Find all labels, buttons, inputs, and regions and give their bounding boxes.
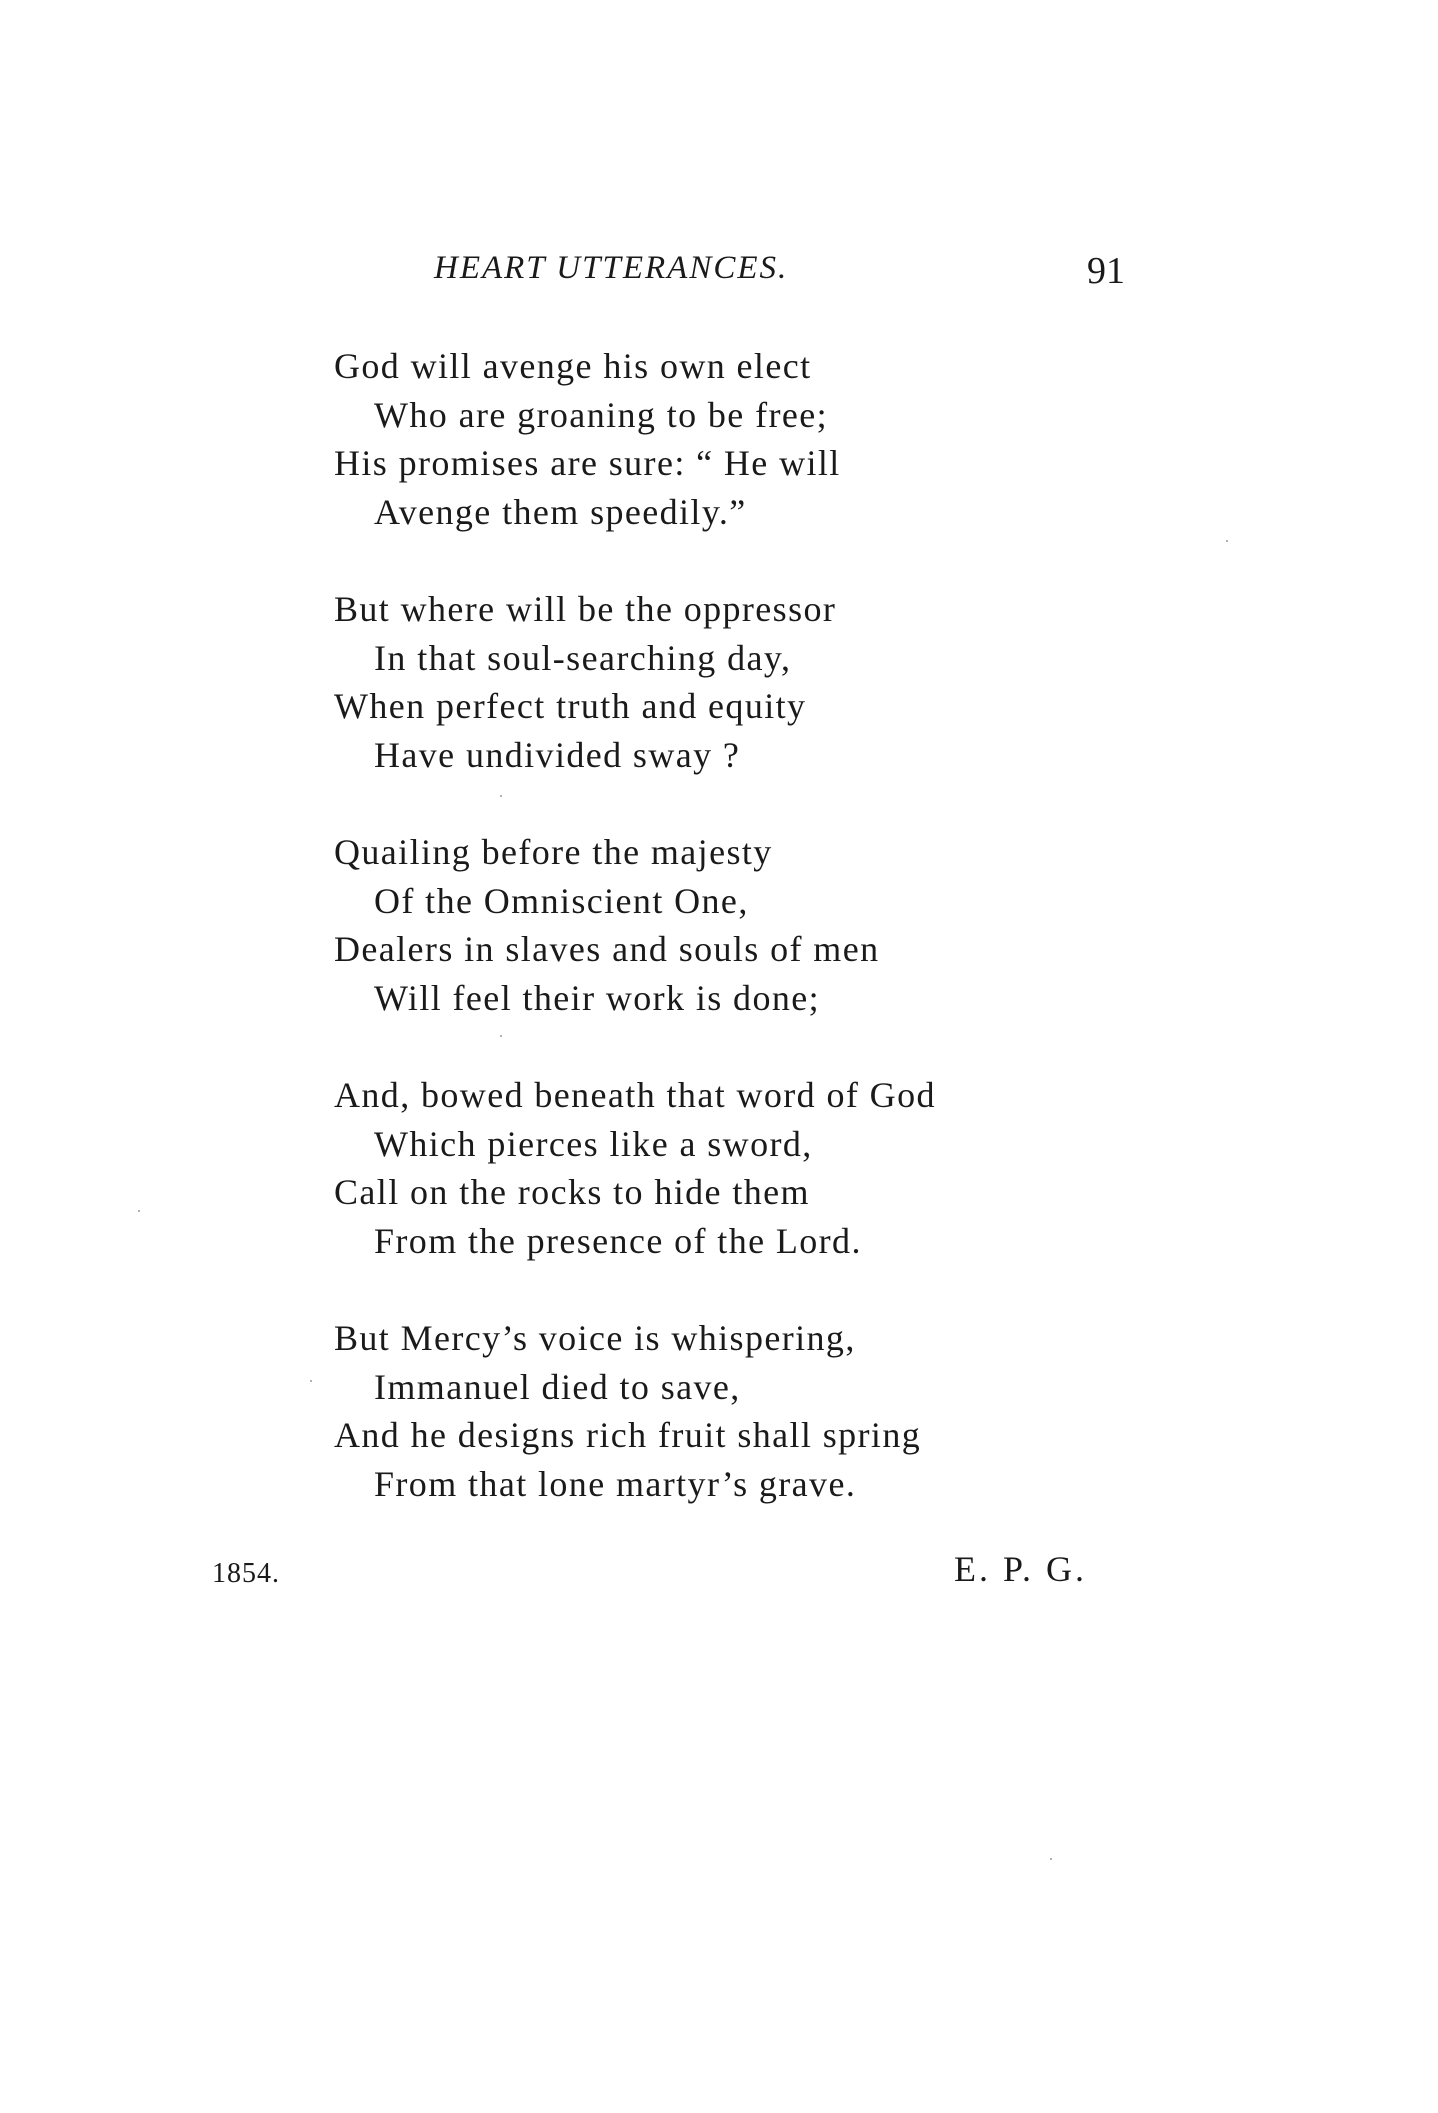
poem-line: Which pierces like a sword, <box>374 1123 813 1164</box>
poem-line: But Mercy’s voice is whispering, <box>334 1318 856 1358</box>
page-number: 91 <box>1087 250 1125 292</box>
paper-speck <box>1226 540 1228 542</box>
poem-line: Who are groaning to be free; <box>374 394 829 435</box>
poem-line: Immanuel died to save, <box>374 1366 741 1407</box>
poem-line: When perfect truth and equity <box>334 686 807 726</box>
stanza-1 <box>334 342 1094 536</box>
stanza-3 <box>334 828 1094 1022</box>
poem-line: And he designs rich fruit shall spring <box>334 1415 922 1455</box>
paper-speck <box>500 795 502 797</box>
poem-line: And, bowed beneath that word of God <box>334 1075 936 1115</box>
poem-line: Of the Omniscient One, <box>374 880 749 921</box>
date-line: 1854. <box>212 1558 280 1589</box>
poem-line: His promises are sure: “ He will <box>334 443 841 483</box>
paper-speck <box>310 1380 312 1382</box>
poem-line: From that lone martyr’s grave. <box>374 1463 857 1504</box>
stanza-2 <box>334 585 1094 779</box>
paper-speck <box>1050 1858 1052 1860</box>
paper-speck <box>500 1035 502 1037</box>
stanza-5 <box>334 1314 1094 1508</box>
poem-line: Quailing before the majesty <box>334 832 773 872</box>
poem-line: Avenge them speedily.” <box>374 491 747 532</box>
poem-line: From the presence of the Lord. <box>374 1220 862 1261</box>
poem-line: Call on the rocks to hide them <box>334 1172 810 1212</box>
poem-line: Have undivided sway ? <box>374 734 741 775</box>
poem-line: But where will be the oppressor <box>334 589 837 629</box>
poem-line: In that soul-searching day, <box>374 637 792 678</box>
poem-line: Dealers in slaves and souls of men <box>334 929 880 969</box>
poem <box>334 342 1094 1508</box>
poem-line: God will avenge his own elect <box>334 346 812 386</box>
poem-line: Will feel their work is done; <box>374 977 821 1018</box>
stanza-4 <box>334 1071 1094 1265</box>
paper-speck <box>138 1210 140 1212</box>
author-signature: E. P. G. <box>954 1549 1088 1589</box>
running-title: HEART UTTERANCES. <box>434 250 789 286</box>
